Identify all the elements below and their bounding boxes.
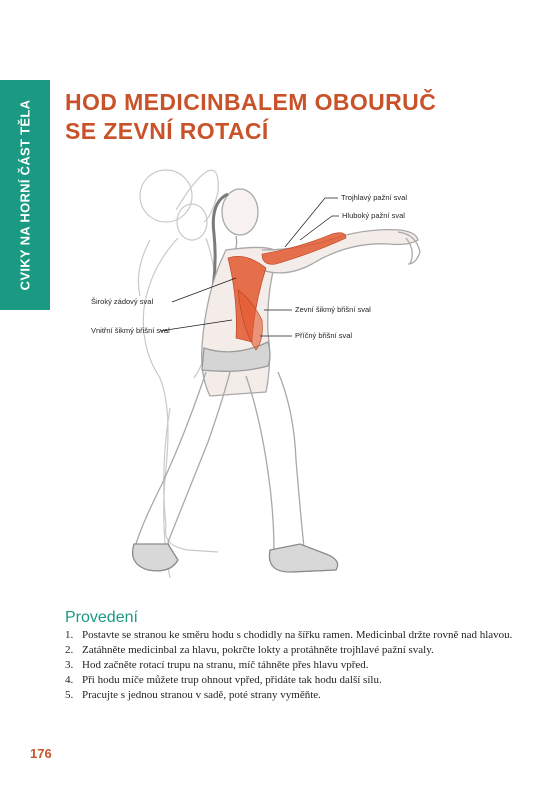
title-line-2: SE ZEVNÍ ROTACÍ bbox=[65, 118, 269, 144]
page-number: 176 bbox=[30, 746, 52, 761]
label-internal-oblique: Vnitřní šikmý břišní sval bbox=[91, 326, 170, 335]
anatomy-figure bbox=[0, 150, 560, 600]
leg-front bbox=[246, 372, 337, 572]
title-line-1: HOD MEDICINBALEM OBOURUČ bbox=[65, 89, 437, 115]
instruction-list bbox=[65, 628, 515, 703]
label-brachialis: Hluboký pažní sval bbox=[342, 211, 405, 220]
label-transverse: Příčný břišní sval bbox=[295, 331, 353, 340]
shoe-back bbox=[133, 544, 178, 571]
label-triceps: Trojhlavý pažní sval bbox=[341, 193, 407, 202]
instruction-step: 4. Při hodu míče můžete trup ohnout vpřed, přidáte tak hodu další sílu. bbox=[65, 674, 382, 686]
leg-back bbox=[135, 372, 231, 569]
side-tab-label: CVIKY NA HORNÍ ČÁST TĚLA bbox=[17, 99, 33, 291]
shoe-front bbox=[269, 544, 337, 572]
main-figure bbox=[133, 189, 420, 572]
exercise-illustration bbox=[0, 150, 560, 600]
label-latissimus: Široký zádový sval bbox=[91, 297, 154, 306]
page-title bbox=[65, 88, 436, 146]
label-external-oblique: Zevní šikmý břišní sval bbox=[295, 305, 371, 314]
section-heading: Provedení bbox=[65, 609, 138, 626]
instruction-step: 5. Pracujte s jednou stranou v sadě, poté strany vyměňte. bbox=[65, 689, 321, 701]
instruction-step: 2. Zatáhněte medicinbal za hlavu, pokrčte lokty a protáhněte trojhlavé pažní svaly. bbox=[65, 644, 434, 656]
instruction-step: 1. Postavte se stranou ke směru hodu s chodidly na šířku ramen. Medicinbal držte rovně nad hlavou. bbox=[65, 629, 513, 641]
instruction-step: 3. Hod začněte rotací trupu na stranu, míč táhněte přes hlavu vpřed. bbox=[65, 659, 369, 671]
